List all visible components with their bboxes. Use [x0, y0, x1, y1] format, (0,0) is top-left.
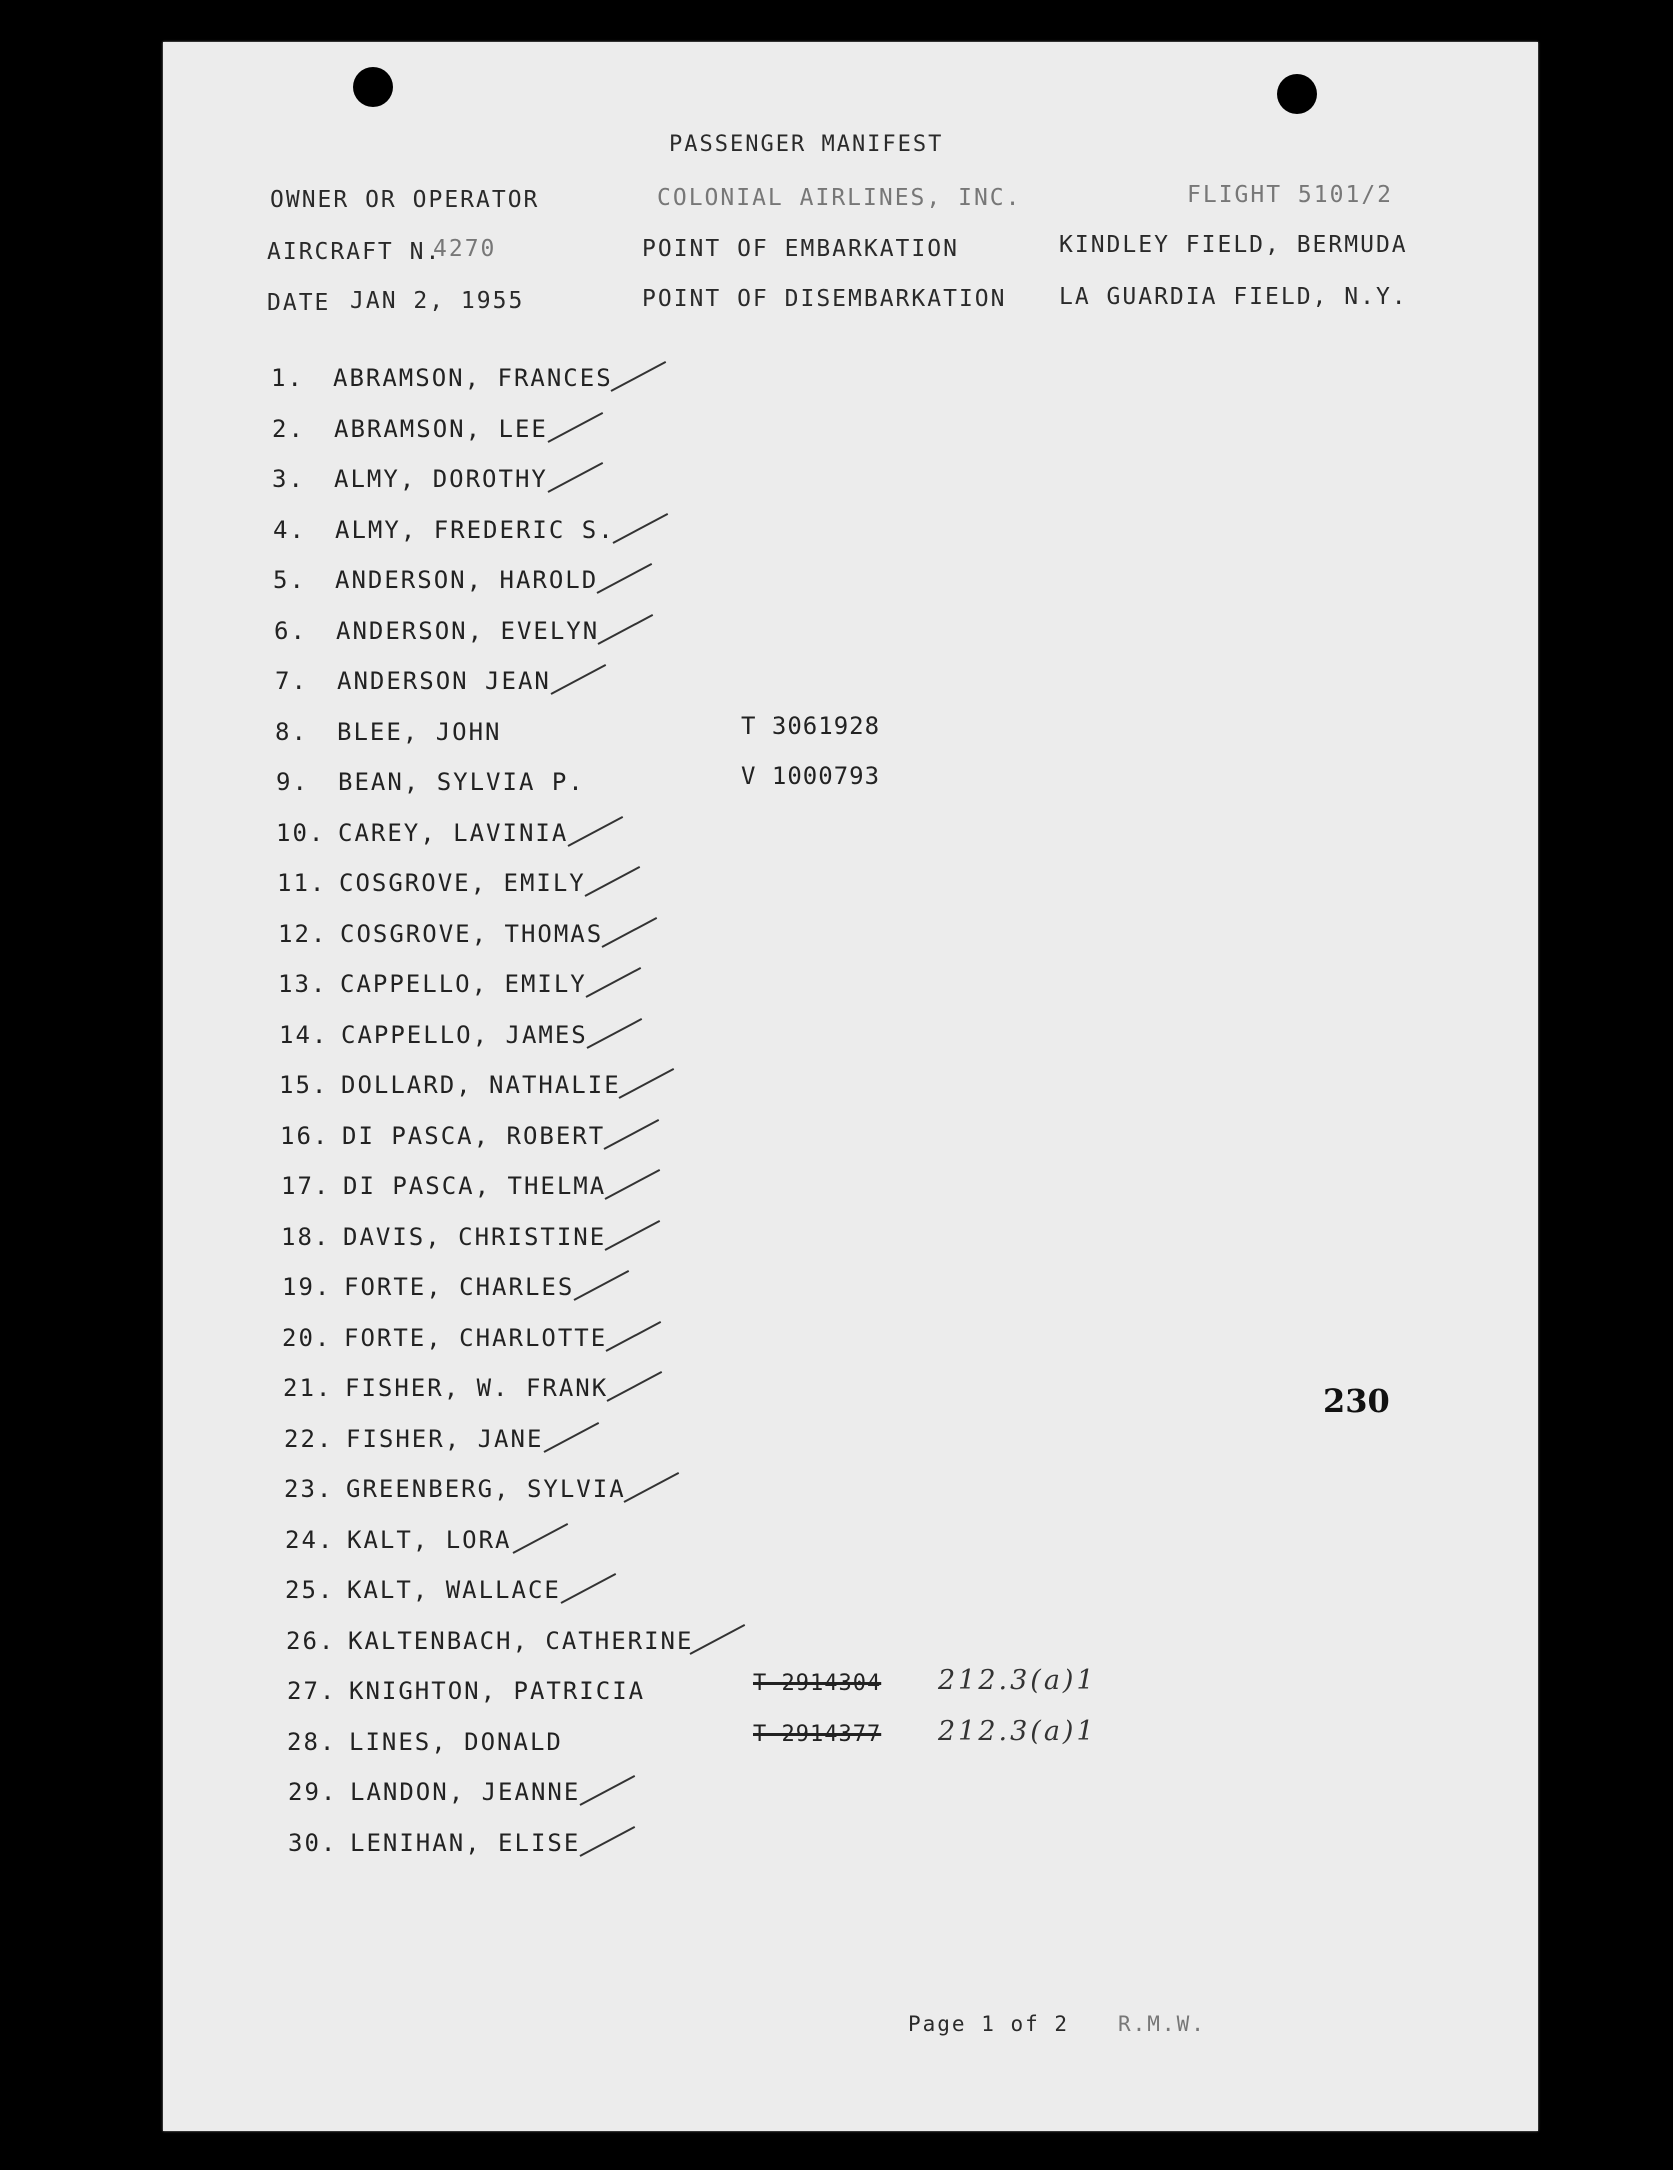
passenger-row: [282, 1324, 607, 1352]
passenger-row: [287, 1728, 563, 1756]
passenger-name: BEAN, SYLVIA P.: [338, 768, 585, 796]
passenger-number: 15.: [279, 1071, 329, 1099]
passenger-row: [274, 617, 599, 645]
passenger-name: CAREY, LAVINIA: [338, 819, 569, 847]
passenger-number: 24.: [285, 1526, 335, 1554]
check-mark: [587, 1018, 643, 1049]
document-number: V 1000793: [741, 762, 881, 790]
passenger-row: [281, 1223, 606, 1251]
passenger-row: [277, 869, 586, 897]
check-mark: [602, 917, 658, 948]
check-mark: [574, 1270, 630, 1301]
aircraft-label: AIRCRAFT N.: [267, 239, 442, 265]
passenger-row: [276, 768, 585, 796]
check-mark: [613, 513, 669, 544]
check-mark: [605, 1169, 661, 1200]
passenger-row: [284, 1475, 626, 1503]
passenger-row: [278, 970, 587, 998]
passenger-name: LANDON, JEANNE: [350, 1778, 581, 1806]
passenger-number: 16.: [280, 1122, 330, 1150]
passenger-number: 26.: [286, 1627, 336, 1655]
passenger-number: 4.: [273, 516, 306, 544]
flight-number: FLIGHT 5101/2: [1187, 182, 1394, 208]
passenger-row: [287, 1677, 645, 1705]
passenger-number: 25.: [285, 1576, 335, 1604]
check-mark: [619, 1068, 675, 1099]
check-mark: [580, 1826, 636, 1857]
check-mark: [690, 1624, 746, 1655]
passenger-row: [285, 1576, 561, 1604]
passenger-number: 12.: [278, 920, 328, 948]
passenger-name: COSGROVE, EMILY: [339, 869, 586, 897]
check-mark: [604, 1119, 660, 1150]
passenger-number: 2.: [272, 415, 305, 443]
passenger-number: 28.: [287, 1728, 337, 1756]
passenger-number: 22.: [284, 1425, 334, 1453]
passenger-number: 21.: [283, 1374, 333, 1402]
struck-document-number: T 2914304: [753, 1671, 882, 1696]
check-mark: [551, 664, 607, 695]
passenger-name: DOLLARD, NATHALIE: [341, 1071, 621, 1099]
punch-hole-left: [353, 67, 393, 107]
aircraft-value: 4270: [433, 236, 497, 262]
stamp-number: 230: [1323, 1382, 1390, 1420]
passenger-number: 1.: [271, 364, 304, 392]
embarkation-value: KINDLEY FIELD, BERMUDA: [1059, 232, 1408, 258]
passenger-row: [279, 1071, 621, 1099]
check-mark: [548, 462, 604, 493]
passenger-row: [278, 920, 603, 948]
passenger-name: DI PASCA, ROBERT: [342, 1122, 606, 1150]
passenger-row: [279, 1021, 588, 1049]
passenger-number: 18.: [281, 1223, 331, 1251]
passenger-number: 8.: [275, 718, 308, 746]
document-number: T 3061928: [741, 712, 881, 740]
passenger-number: 27.: [287, 1677, 337, 1705]
check-mark: [544, 1422, 600, 1453]
passenger-row: [273, 516, 615, 544]
check-mark: [513, 1523, 569, 1554]
passenger-row: [272, 415, 548, 443]
passenger-row: [275, 718, 502, 746]
passenger-row: [286, 1627, 693, 1655]
check-mark: [597, 563, 653, 594]
passenger-name: LENIHAN, ELISE: [350, 1829, 581, 1857]
passenger-name: ANDERSON, EVELYN: [336, 617, 600, 645]
passenger-name: CAPPELLO, JAMES: [341, 1021, 588, 1049]
passenger-row: [276, 819, 568, 847]
passenger-row: [272, 465, 548, 493]
disembarkation-label: POINT OF DISEMBARKATION: [642, 286, 1007, 312]
passenger-name: CAPPELLO, EMILY: [340, 970, 587, 998]
passenger-row: [288, 1829, 580, 1857]
passenger-name: ANDERSON JEAN: [337, 667, 551, 695]
passenger-name: FISHER, JANE: [346, 1425, 544, 1453]
check-mark: [607, 1371, 663, 1402]
check-mark: [611, 361, 667, 392]
owner-label: OWNER OR OPERATOR: [270, 187, 540, 213]
passenger-row: [288, 1778, 580, 1806]
passenger-row: [280, 1122, 605, 1150]
struck-document-number: T 2914377: [753, 1722, 882, 1747]
disembarkation-value: LA GUARDIA FIELD, N.Y.: [1059, 284, 1408, 310]
passenger-row: [271, 364, 613, 392]
passenger-number: 14.: [279, 1021, 329, 1049]
check-mark: [580, 1775, 636, 1806]
initials: R.M.W.: [1118, 2012, 1206, 2036]
passenger-number: 23.: [284, 1475, 334, 1503]
passenger-row: [281, 1172, 606, 1200]
passenger-name: FISHER, W. FRANK: [345, 1374, 609, 1402]
passenger-row: [282, 1273, 574, 1301]
handwritten-note: 212.3(a)1: [938, 1665, 1097, 1696]
passenger-row: [275, 667, 551, 695]
passenger-name: LINES, DONALD: [349, 1728, 563, 1756]
passenger-name: FORTE, CHARLES: [344, 1273, 575, 1301]
passenger-name: ALMY, FREDERIC S.: [335, 516, 615, 544]
handwritten-note: 212.3(a)1: [938, 1716, 1097, 1747]
passenger-number: 20.: [282, 1324, 332, 1352]
punch-hole-right: [1277, 74, 1317, 114]
passenger-name: ABRAMSON, FRANCES: [333, 364, 613, 392]
passenger-name: ABRAMSON, LEE: [334, 415, 548, 443]
manifest-page: [163, 42, 1538, 2131]
passenger-row: [284, 1425, 543, 1453]
check-mark: [624, 1472, 680, 1503]
passenger-number: 13.: [278, 970, 328, 998]
passenger-name: COSGROVE, THOMAS: [340, 920, 604, 948]
passenger-row: [273, 566, 598, 594]
passenger-number: 17.: [281, 1172, 331, 1200]
check-mark: [598, 614, 654, 645]
passenger-name: GREENBERG, SYLVIA: [346, 1475, 626, 1503]
date-label: DATE: [267, 290, 331, 316]
owner-value: COLONIAL AIRLINES, INC.: [657, 185, 1022, 211]
check-mark: [568, 816, 624, 847]
page-number: Page 1 of 2: [908, 2012, 1070, 2036]
date-value: JAN 2, 1955: [350, 288, 525, 314]
passenger-name: KALT, WALLACE: [347, 1576, 561, 1604]
page-title: PASSENGER MANIFEST: [669, 132, 944, 157]
check-mark: [585, 866, 641, 897]
embarkation-label: POINT OF EMBARKATION: [642, 236, 959, 262]
check-mark: [605, 1220, 661, 1251]
passenger-name: ALMY, DOROTHY: [334, 465, 548, 493]
check-mark: [548, 412, 604, 443]
passenger-number: 19.: [282, 1273, 332, 1301]
passenger-name: DI PASCA, THELMA: [343, 1172, 607, 1200]
passenger-number: 11.: [277, 869, 327, 897]
passenger-number: 30.: [288, 1829, 338, 1857]
passenger-number: 6.: [274, 617, 307, 645]
passenger-name: KNIGHTON, PATRICIA: [349, 1677, 646, 1705]
passenger-row: [283, 1374, 608, 1402]
passenger-name: FORTE, CHARLOTTE: [344, 1324, 608, 1352]
passenger-name: ANDERSON, HAROLD: [335, 566, 599, 594]
check-mark: [586, 967, 642, 998]
check-mark: [606, 1321, 662, 1352]
passenger-number: 3.: [272, 465, 305, 493]
passenger-number: 9.: [276, 768, 309, 796]
passenger-number: 10.: [276, 819, 326, 847]
passenger-row: [285, 1526, 512, 1554]
passenger-number: 7.: [275, 667, 308, 695]
passenger-name: BLEE, JOHN: [337, 718, 502, 746]
check-mark: [561, 1573, 617, 1604]
passenger-number: 29.: [288, 1778, 338, 1806]
passenger-name: KALT, LORA: [347, 1526, 512, 1554]
passenger-name: KALTENBACH, CATHERINE: [348, 1627, 694, 1655]
passenger-name: DAVIS, CHRISTINE: [343, 1223, 607, 1251]
passenger-number: 5.: [273, 566, 306, 594]
